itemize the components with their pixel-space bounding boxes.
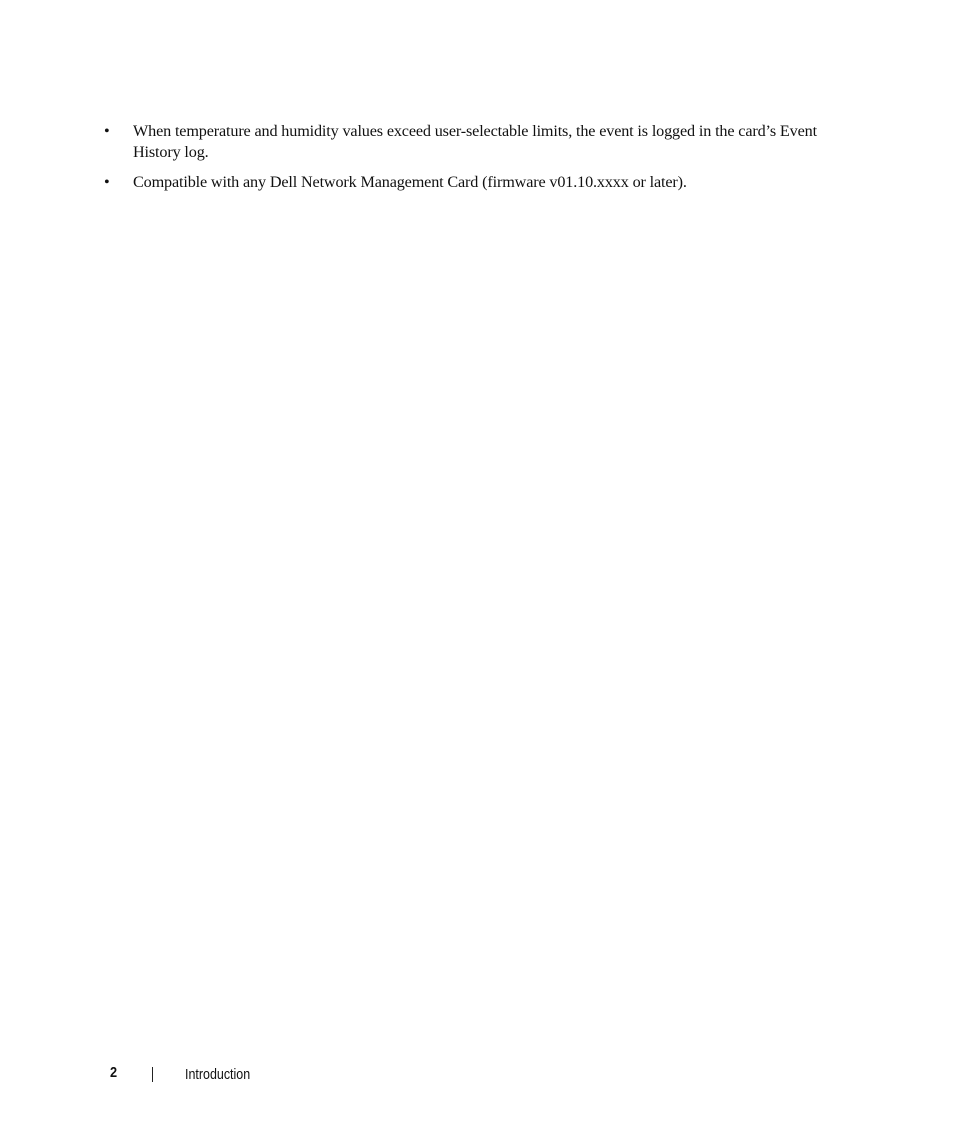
footer-section-title: Introduction xyxy=(185,1067,251,1083)
bullet-item-event-logging xyxy=(104,121,864,163)
footer-divider xyxy=(152,1067,153,1082)
page-number: 2 xyxy=(110,1064,118,1081)
bullet-text: When temperature and humidity values exceed user-selectable limits, the event is logged in the card’s Event History log. xyxy=(133,122,817,161)
bullet-item-compatibility xyxy=(104,172,864,193)
page-footer xyxy=(0,1062,954,1086)
bullet-icon: • xyxy=(104,122,110,140)
feature-bullet-list xyxy=(104,121,864,202)
bullet-text: Compatible with any Dell Network Management Card (firmware v01.10.xxxx or later). xyxy=(133,173,687,191)
bullet-icon: • xyxy=(104,173,110,191)
